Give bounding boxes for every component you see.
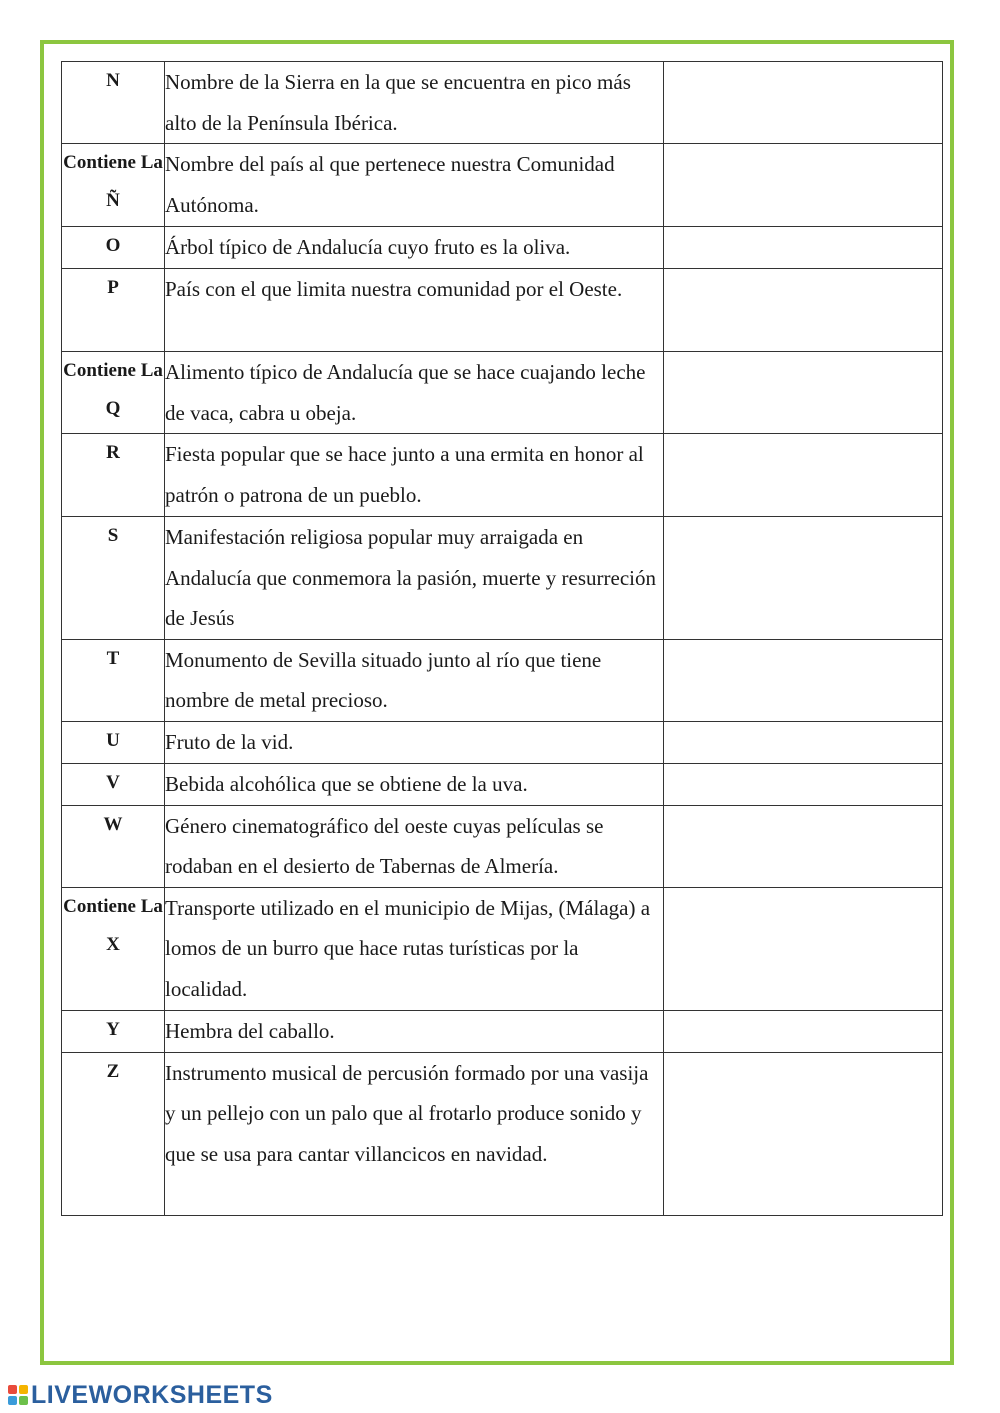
clue-cell [165, 227, 664, 269]
quiz-row [62, 1010, 943, 1052]
clue-cell [165, 269, 664, 352]
clue-cell [165, 1010, 664, 1052]
answer-cell[interactable] [664, 763, 943, 805]
answer-cell[interactable] [664, 721, 943, 763]
letter-cell: Contiene La X [62, 887, 165, 1010]
letter-cell: P [62, 269, 165, 352]
clue-text: Nombre de la Sierra en la que se encuentra en pico más alto de la Península Ibérica. [165, 70, 631, 135]
logo-square [8, 1396, 17, 1405]
logo-square [8, 1385, 17, 1394]
clue-cell [165, 144, 664, 227]
clue-text: Nombre del país al que pertenece nuestra Comunidad Autónoma. [165, 152, 615, 217]
liveworksheets-logo-icon [8, 1385, 28, 1405]
clue-cell [165, 763, 664, 805]
clue-text: Manifestación religiosa popular muy arraigada en Andalucía que conmemora la pasión, muerte y resurreción de Jesús [165, 525, 656, 630]
quiz-row [62, 269, 943, 352]
answer-cell[interactable] [664, 887, 943, 1010]
letter-cell: O [62, 227, 165, 269]
letter-cell: Z [62, 1052, 165, 1215]
letter-cell: U [62, 721, 165, 763]
logo-square [19, 1385, 28, 1394]
logo-square [19, 1396, 28, 1405]
quiz-row [62, 144, 943, 227]
letter-cell: T [62, 639, 165, 721]
quiz-row [62, 352, 943, 434]
letter-cell: V [62, 763, 165, 805]
clue-text: País con el que limita nuestra comunidad por el Oeste. [165, 277, 623, 301]
letter-cell: Y [62, 1010, 165, 1052]
clue-cell [165, 887, 664, 1010]
letter-cell: S [62, 517, 165, 640]
clue-cell [165, 1052, 664, 1215]
clue-text: Instrumento musical de percusión formado por una vasija y un pellejo con un palo que al frotarlo produce sonido y que se usa para cantar villancicos en navidad. [165, 1060, 649, 1166]
answer-cell[interactable] [664, 144, 943, 227]
letter-cell: Contiene La Ñ [62, 144, 165, 227]
clue-cell [165, 517, 664, 640]
letter-cell: Contiene La Q [62, 352, 165, 434]
clue-cell [165, 639, 664, 721]
clue-cell [165, 62, 664, 144]
quiz-row [62, 763, 943, 805]
clue-cell [165, 721, 664, 763]
letter-cell: W [62, 805, 165, 887]
answer-cell[interactable] [664, 227, 943, 269]
letter-cell: R [62, 434, 165, 517]
quiz-row [62, 1052, 943, 1215]
quiz-row [62, 887, 943, 1010]
answer-cell[interactable] [664, 1010, 943, 1052]
quiz-row [62, 517, 943, 640]
clue-text: Fruto de la vid. [165, 729, 294, 754]
quiz-row [62, 434, 943, 517]
quiz-row [62, 639, 943, 721]
logo-text: LIVEWORKSHEETS [31, 1380, 273, 1409]
clue-text: Transporte utilizado en el municipio de Mijas, (Málaga) a lomos de un burro que hace rutas turísticas por la localidad. [165, 895, 651, 1001]
clue-text: Monumento de Sevilla situado junto al río que tiene nombre de metal precioso. [165, 647, 602, 712]
clue-cell [165, 352, 664, 434]
clue-text: Alimento típico de Andalucía que se hace cuajando leche de vaca, cabra u obeja. [165, 360, 646, 425]
clue-cell [165, 434, 664, 517]
clue-text: Género cinematográfico del oeste cuyas películas se rodaban en el desierto de Tabernas de Almería. [165, 813, 604, 878]
clue-cell [165, 805, 664, 887]
answer-cell[interactable] [664, 639, 943, 721]
answer-cell[interactable] [664, 352, 943, 434]
quiz-table [61, 61, 943, 1216]
letter-cell: N [62, 62, 165, 144]
answer-cell[interactable] [664, 62, 943, 144]
quiz-row [62, 62, 943, 144]
clue-text: Hembra del caballo. [165, 1018, 335, 1043]
answer-cell[interactable] [664, 1052, 943, 1215]
clue-text: Bebida alcohólica que se obtiene de la uva. [165, 771, 528, 796]
answer-cell[interactable] [664, 517, 943, 640]
quiz-table-body [62, 62, 943, 1216]
answer-cell[interactable] [664, 434, 943, 517]
quiz-row [62, 721, 943, 763]
clue-text: Fiesta popular que se hace junto a una ermita en honor al patrón o patrona de un pueblo. [165, 442, 644, 507]
clue-text: Árbol típico de Andalucía cuyo fruto es la oliva. [165, 235, 571, 259]
quiz-row [62, 805, 943, 887]
quiz-row [62, 227, 943, 269]
answer-cell[interactable] [664, 269, 943, 352]
liveworksheets-logo[interactable] [8, 1380, 273, 1410]
answer-cell[interactable] [664, 805, 943, 887]
